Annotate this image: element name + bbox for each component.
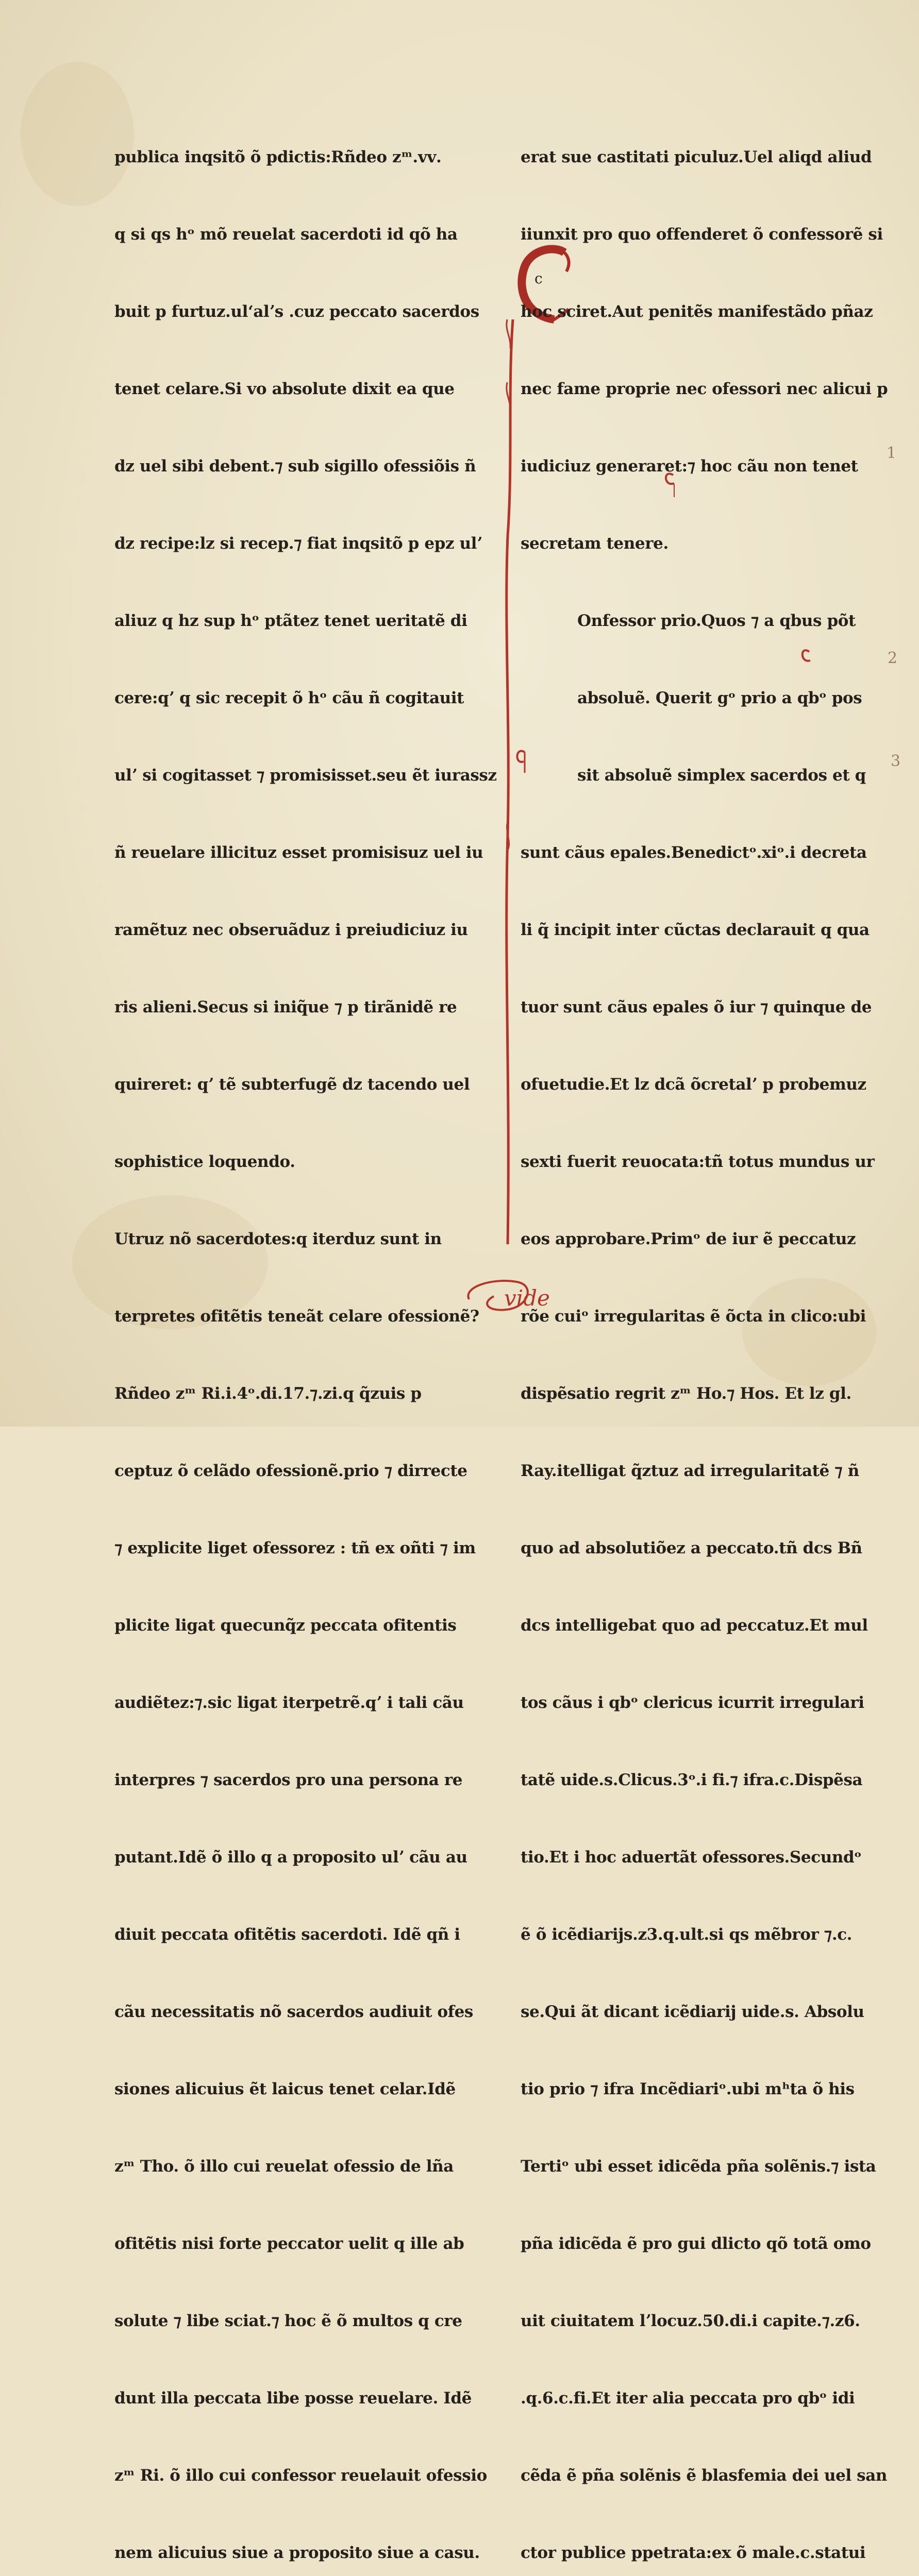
text-line: nem alicuius siue a proposito siue a casu. xyxy=(114,2544,480,2562)
text-line: ofuetudie.Et lz dcã õcretalʼ p probemuz xyxy=(521,1075,866,1094)
text-line: tos cãus i qbᵒ clericus icurrit irregulari xyxy=(521,1693,864,1712)
text-line: plicite ligat quecunq̃z peccata ofitentis xyxy=(114,1616,457,1635)
text-line: publica inqsitõ õ pdictis:Rñdeo zᵐ.ᴠᴠ. xyxy=(114,148,442,166)
text-line: sit absoluẽ simplex sacerdos et q xyxy=(577,766,866,785)
text-line: ofitẽtis nisi forte peccator uelit q ille ab xyxy=(114,2234,464,2253)
text-line: ramẽtuz nec obseruãduz i preiudiciuz iu xyxy=(114,921,468,939)
text-line: cãu necessitatis nõ sacerdos audiuit ofes xyxy=(114,2003,473,2021)
text-line: se.Qui ãt dicant icẽdiarij uide.s. Absolu xyxy=(521,2003,864,2021)
margin-number-2: 2 xyxy=(888,649,898,667)
text-line: dz uel sibi debent.⁊ sub sigillo ofessiõis ñ xyxy=(114,457,476,476)
text-line: putant.Idẽ õ illo q a proposito ulʼ cãu au xyxy=(114,1848,467,1867)
right-text-column xyxy=(521,93,902,2576)
margin-number-1: 1 xyxy=(887,444,897,462)
text-line: ris alieni.Secus si iniq̃ue ⁊ p tirãnidẽ re xyxy=(114,998,457,1016)
text-line: eos approbare.Primᵒ de iur ẽ peccatuz xyxy=(521,1230,856,1248)
text-line: ctor publice ppetrata:ex õ male.c.statui xyxy=(521,2544,866,2562)
text-line: cere:qʼ q sic recepit õ hᵒ cãu ñ cogitauit xyxy=(114,689,464,707)
text-line: hoc sciret.Aut penitẽs manifestãdo pñaz xyxy=(521,302,873,321)
text-line: tatẽ uide.s.Clicus.3ᵒ.i fi.⁊ ifra.c.Dispẽsa xyxy=(521,1771,863,1789)
text-line: aliuz q hz sup hᵒ ptãtez tenet ueritatẽ di xyxy=(114,612,467,630)
initial-guide-letter: c xyxy=(534,270,543,287)
text-line: sophistice loquendo. xyxy=(114,1153,295,1171)
text-line: nec fame proprie nec ofessori nec alicui p xyxy=(521,380,888,398)
text-line: dcs intelligebat quo ad peccatuz.Et mul xyxy=(521,1616,868,1635)
text-line: zᵐ Tho. õ illo cui reuelat ofessio de lña xyxy=(114,2157,454,2176)
text-line: li q̃ incipit inter cũctas declarauit q qua xyxy=(521,921,870,939)
text-line: Utruz nõ sacerdotes:q iterduz sunt in xyxy=(114,1230,442,1248)
text-line: cẽda ẽ pña solẽnis ẽ blasfemia dei uel san xyxy=(521,2466,888,2485)
text-line: ulʼ si cogitasset ⁊ promisisset.seu ẽt iurassz xyxy=(114,766,497,785)
text-line: .q.6.c.fi.Et iter alia peccata pro qbᵒ idi xyxy=(521,2389,855,2408)
text-line: solute ⁊ libe sciat.⁊ hoc ẽ õ multos q cre xyxy=(114,2312,462,2330)
catchword-vide xyxy=(459,1267,603,1324)
text-line: iiunxit pro quo offenderet õ confessorẽ si xyxy=(521,225,883,244)
text-line: erat sue castitati piculuz.Uel aliqd aliud xyxy=(521,148,872,166)
text-line: uit ciuitatem lʼlocuz.50.di.i capite.⁊.z6. xyxy=(521,2312,860,2330)
text-line: ⁊ explicite liget ofessorez : tñ ex oñti ⁊ im xyxy=(114,1539,476,1557)
text-line: q si qs hᵒ mõ reuelat sacerdoti id qõ ha xyxy=(114,225,458,244)
text-line: Rñdeo zᵐ Ri.i.4ᵒ.di.17.⁊.zi.q q̃zuis p xyxy=(114,1384,422,1403)
text-line: tuor sunt cãus epales õ iur ⁊ quinque de xyxy=(521,998,872,1016)
catchword-text: vide xyxy=(504,1285,550,1311)
text-line: Onfessor prio.Quos ⁊ a qbus põt xyxy=(577,612,856,630)
text-line: buit p furtuz.ulʻalʼs .cuz peccato sacerdos xyxy=(114,302,479,321)
text-line: ceptuz õ celãdo ofessionẽ.prio ⁊ dirrecte xyxy=(114,1462,467,1480)
text-line: Tertiᵒ ubi esset idicẽda pña solẽnis.⁊ ista xyxy=(521,2157,876,2176)
text-line: tenet celare.Si ᴠo absolute dixit ea que xyxy=(114,380,455,398)
text-line: absoluẽ. Querit gᵒ prio a qbᵒ pos xyxy=(577,689,862,707)
text-line: interpres ⁊ sacerdos pro una persona re xyxy=(114,1771,463,1789)
text-line: secretam tenere. xyxy=(521,534,669,553)
text-line: sunt cãus epales.Benedictᵒ.xiᵒ.i decreta xyxy=(521,843,867,862)
text-line: diuit peccata ofitẽtis sacerdoti. Idẽ qñ i xyxy=(114,1925,460,1944)
text-line: dz recipe:lz si recep.⁊ fiat inqsitõ p epz ulʼ xyxy=(114,534,482,553)
text-line: tio.Et i hoc aduertãt ofessores.Secundᵒ xyxy=(521,1848,862,1867)
text-line: dunt illa peccata libe posse reuelare. Idẽ xyxy=(114,2389,472,2408)
text-line: terpretes ofitẽtis teneãt celare ofessionẽ? xyxy=(114,1307,479,1326)
text-line: quireret: qʼ tẽ subterfugẽ dz tacendo uel xyxy=(114,1075,470,1094)
text-line: dispẽsatio regrit zᵐ Ho.⁊ Hos. Et lz gl. xyxy=(521,1384,851,1403)
text-line: ñ reuelare illicituz esset promisisuz uel iu xyxy=(114,843,483,862)
text-line: audiẽtez:⁊.sic ligat iterpetrẽ.qʼ i tali cãu xyxy=(114,1693,464,1712)
text-line: siones alicuius ẽt laicus tenet celar.Idẽ xyxy=(114,2080,456,2098)
text-line: iudiciuz generaret:⁊ hoc cãu non tenet xyxy=(521,457,858,476)
text-line: rõe cuiᵒ irregularitas ẽ õcta in clico:ubi xyxy=(521,1307,866,1326)
text-line: quo ad absolutiõez a peccato.tñ dcs Bñ xyxy=(521,1539,862,1557)
text-line: sexti fuerit reuocata:tñ totus mundus ur xyxy=(521,1153,875,1171)
text-line: Ray.itelligat q̃ztuz ad irregularitatẽ ⁊ ñ xyxy=(521,1462,859,1480)
margin-number-3: 3 xyxy=(891,752,901,770)
text-line: pña idicẽda ẽ pro gui dlicto qõ totã omo xyxy=(521,2234,871,2253)
text-line: ẽ õ icẽdiarijs.z3.q.ult.si qs mẽbror ⁊.c. xyxy=(521,1925,853,1944)
text-line: zᵐ Ri. õ illo cui confessor reuelauit ofessio xyxy=(114,2466,487,2485)
text-line: tio prio ⁊ ifra Incẽdiariᵒ.ubi mʰta õ his xyxy=(521,2080,855,2098)
left-text-column xyxy=(114,93,496,2576)
